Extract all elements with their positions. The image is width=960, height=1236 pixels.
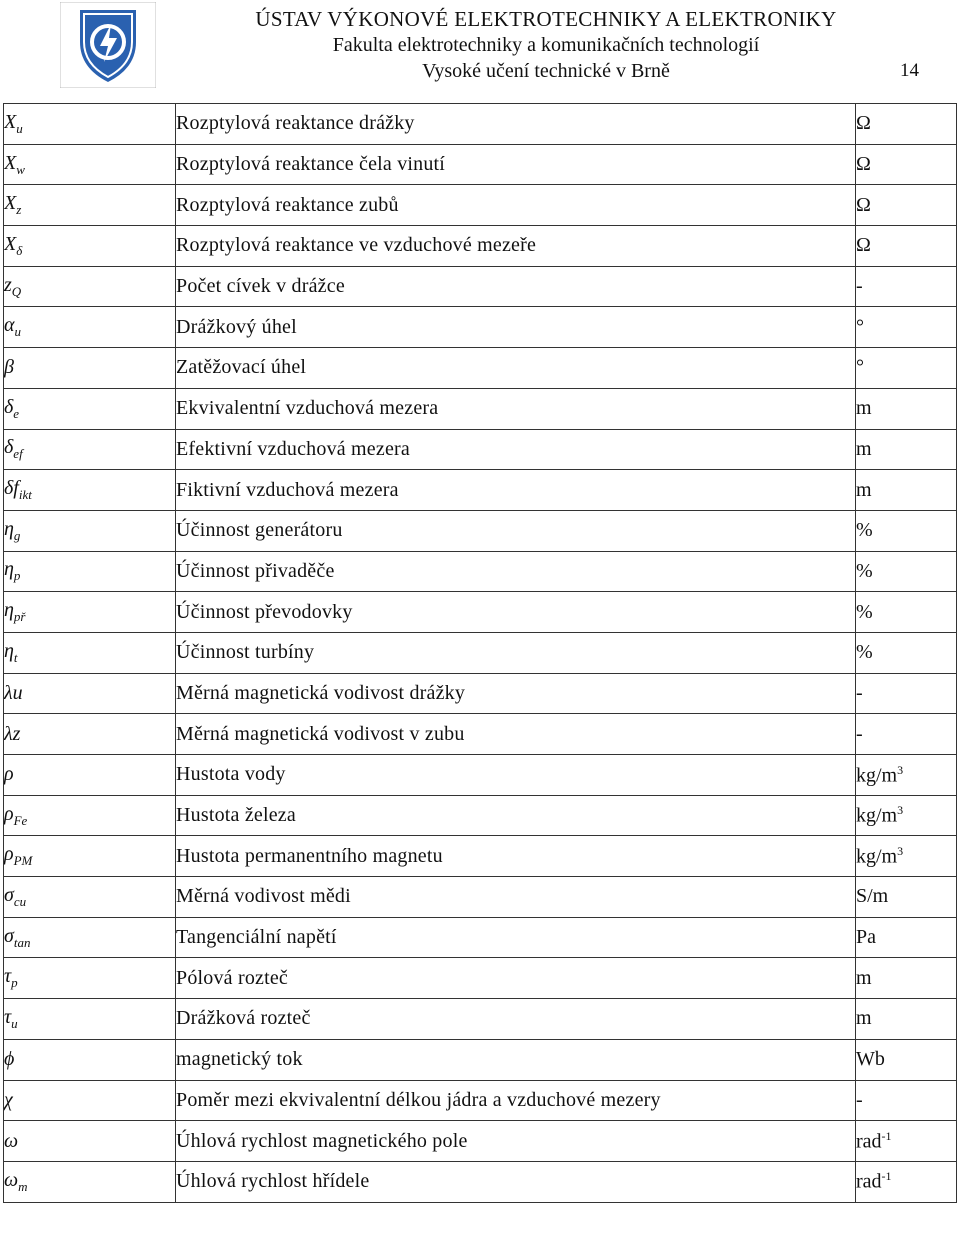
symbol-cell xyxy=(4,877,176,918)
unit-cell xyxy=(856,673,957,714)
description-cell: Drážkový úhel xyxy=(176,307,856,348)
description-cell: Účinnost převodovky xyxy=(176,592,856,633)
unit-text: % xyxy=(856,559,873,582)
unit-cell xyxy=(856,632,957,673)
symbol-subscript: Fe xyxy=(13,812,28,828)
unit-cell xyxy=(856,1080,957,1121)
unit-text: Ω xyxy=(856,153,871,176)
institute-name: ÚSTAV VÝKONOVÉ ELEKTROTECHNIKY A ELEKTRONIKY xyxy=(255,7,837,31)
unit-text: % xyxy=(856,600,873,623)
table-row xyxy=(4,185,957,226)
description-cell: Rozptylová reaktance zubů xyxy=(176,185,856,226)
table-row xyxy=(4,348,957,389)
symbol-subscript: u xyxy=(14,324,21,340)
symbol-base: ρ xyxy=(4,843,14,866)
unit-text: rad xyxy=(856,1171,882,1194)
symbol-subscript: δ xyxy=(16,242,23,258)
unit-cell xyxy=(856,104,957,145)
table-row xyxy=(4,266,957,307)
symbol-subscript: t xyxy=(13,649,18,665)
symbol-base: η xyxy=(4,599,14,622)
description-cell: Fiktivní vzduchová mezera xyxy=(176,470,856,511)
symbol-cell xyxy=(4,632,176,673)
symbol-cell xyxy=(4,226,176,267)
symbol-base: δf xyxy=(4,477,19,500)
symbol-cell xyxy=(4,144,176,185)
table-row xyxy=(4,388,957,429)
description-cell: Měrná vodivost mědi xyxy=(176,877,856,918)
description-cell: Hustota železa xyxy=(176,795,856,836)
unit-cell xyxy=(856,592,957,633)
symbol-base: δ xyxy=(4,395,14,418)
unit-text: m xyxy=(856,1007,872,1030)
symbol-subscript: př xyxy=(13,609,26,625)
table-row xyxy=(4,1039,957,1080)
description-cell: Tangenciální napětí xyxy=(176,917,856,958)
symbol-base: ω xyxy=(4,1168,19,1191)
symbol-cell xyxy=(4,1161,176,1202)
symbol-cell xyxy=(4,551,176,592)
symbol-cell xyxy=(4,917,176,958)
symbol-cell xyxy=(4,104,176,145)
symbol-subscript: p xyxy=(13,568,21,584)
symbol-base: ρ xyxy=(4,802,14,825)
symbol-subscript: PM xyxy=(13,853,33,869)
description-cell: Efektivní vzduchová mezera xyxy=(176,429,856,470)
description-cell: Měrná magnetická vodivost drážky xyxy=(176,673,856,714)
description-cell: magnetický tok xyxy=(176,1039,856,1080)
symbol-cell xyxy=(4,1080,176,1121)
symbol-cell xyxy=(4,1039,176,1080)
table-row xyxy=(4,470,957,511)
unit-text: m xyxy=(856,437,872,460)
symbol-base: σ xyxy=(4,883,14,906)
unit-cell xyxy=(856,429,957,470)
symbol-cell xyxy=(4,1121,176,1162)
symbol-base: ρ xyxy=(4,763,14,786)
unit-exponent: 3 xyxy=(897,762,904,777)
symbol-cell xyxy=(4,795,176,836)
description-cell: Rozptylová reaktance čela vinutí xyxy=(176,144,856,185)
page-header xyxy=(0,0,960,100)
symbol-cell xyxy=(4,348,176,389)
table-row xyxy=(4,592,957,633)
unit-exponent: 3 xyxy=(897,843,904,858)
description-cell: Hustota vody xyxy=(176,755,856,796)
symbol-base: λz xyxy=(4,722,21,745)
page-number: 14 xyxy=(900,60,919,81)
university-name: Vysoké učení technické v Brně xyxy=(422,60,670,82)
table-row xyxy=(4,307,957,348)
unit-text: % xyxy=(856,641,873,664)
table-row xyxy=(4,144,957,185)
unit-text: m xyxy=(856,478,872,501)
unit-text: Pa xyxy=(856,926,876,949)
unit-exponent: -1 xyxy=(881,1128,892,1143)
symbols-table xyxy=(3,103,957,1203)
symbol-cell xyxy=(4,388,176,429)
unit-cell xyxy=(856,795,957,836)
unit-text: ° xyxy=(856,315,864,338)
unit-text: % xyxy=(856,519,873,542)
unit-text: Ω xyxy=(856,234,871,257)
table-row xyxy=(4,1161,957,1202)
symbol-cell xyxy=(4,266,176,307)
unit-cell xyxy=(856,185,957,226)
unit-text: m xyxy=(856,397,872,420)
symbol-base: λu xyxy=(4,681,23,704)
unit-cell xyxy=(856,388,957,429)
table-row xyxy=(4,510,957,551)
symbol-subscript: w xyxy=(16,161,25,177)
symbol-subscript: p xyxy=(11,975,18,991)
description-cell: Úhlová rychlost magnetického pole xyxy=(176,1121,856,1162)
description-cell: Rozptylová reaktance drážky xyxy=(176,104,856,145)
symbol-subscript: u xyxy=(11,1015,18,1031)
unit-cell xyxy=(856,348,957,389)
unit-cell xyxy=(856,1039,957,1080)
unit-text: - xyxy=(856,1088,863,1111)
symbol-base: β xyxy=(4,356,14,379)
unit-text: - xyxy=(856,722,863,745)
symbol-cell xyxy=(4,592,176,633)
unit-text: rad xyxy=(856,1130,882,1153)
symbol-base: η xyxy=(4,639,14,662)
symbol-subscript: z xyxy=(16,202,22,218)
table-row xyxy=(4,714,957,755)
description-cell: Rozptylová reaktance ve vzduchové mezeře xyxy=(176,226,856,267)
table-row xyxy=(4,673,957,714)
unit-cell xyxy=(856,755,957,796)
table-row xyxy=(4,104,957,145)
table-row xyxy=(4,877,957,918)
unit-text: kg/m xyxy=(856,764,898,787)
unit-cell xyxy=(856,958,957,999)
unit-cell xyxy=(856,877,957,918)
description-cell: Hustota permanentního magnetu xyxy=(176,836,856,877)
symbol-base: z xyxy=(4,273,12,296)
symbol-base: ϕ xyxy=(4,1048,15,1071)
unit-cell xyxy=(856,1121,957,1162)
symbol-cell xyxy=(4,836,176,877)
table-row xyxy=(4,1121,957,1162)
symbol-base: σ xyxy=(4,924,14,947)
description-cell: Drážková rozteč xyxy=(176,999,856,1040)
unit-text: - xyxy=(856,275,863,298)
symbol-subscript: ikt xyxy=(18,487,32,503)
description-cell: Účinnost přivaděče xyxy=(176,551,856,592)
table-row xyxy=(4,1080,957,1121)
description-cell: Úhlová rychlost hřídele xyxy=(176,1161,856,1202)
symbol-base: X xyxy=(4,232,17,255)
symbol-cell xyxy=(4,510,176,551)
symbol-subscript: g xyxy=(13,527,21,543)
table-row xyxy=(4,795,957,836)
description-cell: Počet cívek v drážce xyxy=(176,266,856,307)
symbol-base: X xyxy=(4,110,17,133)
table-row xyxy=(4,999,957,1040)
symbol-cell xyxy=(4,429,176,470)
symbol-cell xyxy=(4,470,176,511)
unit-text: - xyxy=(856,681,863,704)
table-row xyxy=(4,632,957,673)
symbol-subscript: cu xyxy=(13,893,27,909)
symbol-cell xyxy=(4,714,176,755)
unit-cell xyxy=(856,836,957,877)
description-cell: Měrná magnetická vodivost v zubu xyxy=(176,714,856,755)
unit-cell xyxy=(856,470,957,511)
symbol-subscript: m xyxy=(18,1178,28,1194)
unit-text: Ω xyxy=(856,193,871,216)
description-cell: Poměr mezi ekvivalentní délkou jádra a vzduchové mezery xyxy=(176,1080,856,1121)
unit-exponent: -1 xyxy=(881,1169,892,1184)
unit-text: ° xyxy=(856,356,864,379)
symbol-subscript: tan xyxy=(13,934,31,950)
description-cell: Účinnost generátoru xyxy=(176,510,856,551)
unit-cell xyxy=(856,266,957,307)
symbol-cell xyxy=(4,999,176,1040)
symbol-cell xyxy=(4,307,176,348)
unit-cell xyxy=(856,144,957,185)
symbol-subscript: Q xyxy=(11,283,22,299)
table-row xyxy=(4,226,957,267)
symbol-cell xyxy=(4,958,176,999)
symbol-base: X xyxy=(4,192,17,215)
unit-cell xyxy=(856,551,957,592)
symbol-base: τ xyxy=(4,965,12,988)
symbols-table-body xyxy=(4,104,957,1203)
university-shield-logo-icon xyxy=(60,2,156,88)
unit-text: S/m xyxy=(856,885,889,908)
unit-cell xyxy=(856,714,957,755)
unit-cell xyxy=(856,999,957,1040)
description-cell: Pólová rozteč xyxy=(176,958,856,999)
table-row xyxy=(4,958,957,999)
table-row xyxy=(4,836,957,877)
symbol-base: ω xyxy=(4,1129,19,1152)
symbol-subscript: e xyxy=(13,405,20,421)
faculty-name: Fakulta elektrotechniky a komunikačních technologií xyxy=(332,34,760,56)
symbol-base: τ xyxy=(4,1005,12,1028)
table-row xyxy=(4,755,957,796)
symbol-base: X xyxy=(4,151,17,174)
description-cell: Ekvivalentní vzduchová mezera xyxy=(176,388,856,429)
unit-text: kg/m xyxy=(856,845,898,868)
symbol-subscript: ef xyxy=(13,446,23,462)
symbol-base: η xyxy=(4,558,14,581)
symbol-cell xyxy=(4,185,176,226)
unit-text: kg/m xyxy=(856,804,898,827)
unit-cell xyxy=(856,226,957,267)
symbol-base: η xyxy=(4,517,14,540)
table-row xyxy=(4,551,957,592)
description-cell: Účinnost turbíny xyxy=(176,632,856,673)
table-row xyxy=(4,917,957,958)
unit-cell xyxy=(856,307,957,348)
symbol-base: δ xyxy=(4,436,14,459)
unit-cell xyxy=(856,917,957,958)
symbol-cell xyxy=(4,673,176,714)
unit-text: Ω xyxy=(856,112,871,135)
symbol-subscript: u xyxy=(16,120,23,136)
table-row xyxy=(4,429,957,470)
description-cell: Zatěžovací úhel xyxy=(176,348,856,389)
unit-cell xyxy=(856,1161,957,1202)
symbol-base: χ xyxy=(4,1088,13,1111)
symbol-base: α xyxy=(4,314,15,337)
symbol-cell xyxy=(4,755,176,796)
unit-text: m xyxy=(856,966,872,989)
unit-cell xyxy=(856,510,957,551)
unit-exponent: 3 xyxy=(897,803,904,818)
unit-text: Wb xyxy=(856,1048,885,1071)
